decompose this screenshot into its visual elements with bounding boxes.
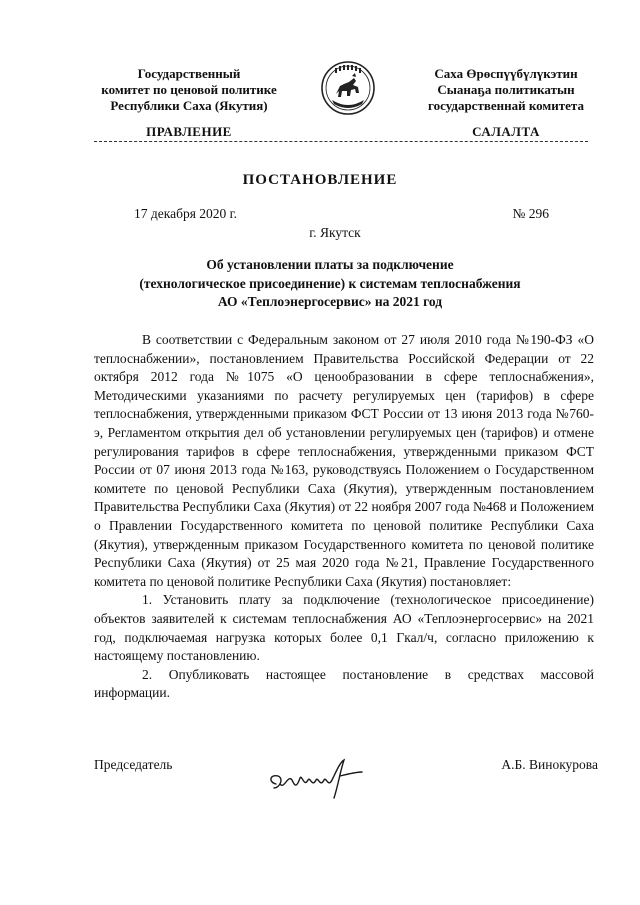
handwritten-signature (262, 754, 374, 802)
document-body (94, 331, 594, 703)
issuer-line-1: Государственный (137, 66, 241, 81)
resolution-item-1: 1. Установить плату за подключение (технологическое присоединение) объектов заявителей к системам теплоснабжения АО «Теплоэнергосервис» на 2021 год, подключаемая нагрузка которых более 0,1 Гкал/ч, согласно приложению к настоящему постановлению. (94, 592, 594, 664)
subject-line-1: Об установлении платы за подключение (206, 257, 454, 272)
document-date: 17 декабря 2020 г. (134, 206, 238, 221)
issuer-yakut-line-3: государственнай комитета (428, 98, 584, 113)
issuer-name-yakut (404, 66, 608, 114)
document-subject (120, 256, 540, 312)
issuer-line-3: Республики Саха (Якутия) (110, 98, 268, 113)
preamble-paragraph: В соответствии с Федеральным законом от 27 июля 2010 года №190-ФЗ «О теплоснабжении», постановлением Правительства Российской Федерации от 22 октября 2012 года №1075 «О ценообразовании в сфере теплоснабжения», Методическими указаниями по расчету регулируемых цен (тарифов) в сфере теплоснабжения, утвержденными приказом ФСТ России от 13 июня 2013 года №760-э, Регламентом открытия дел об установлении регулируемых цен (тарифов) и отмене регулирования тарифов в сфере теплоснабжения, утвержденными приказом ФСТ России от 07 июня 2013 года №163, руководствуясь Положением о Государственном комитете по ценовой Республики Саха (Якутия), утвержденным постановлением Правительства Республики Саха (Якутия) от 22 ноября 2007 года №468 и Положением о Правлении Государственного комитета по ценовой политике Республики Саха (Якутия), утвержденным приказом Государственного комитета по ценовой политике Республики Саха (Якутия) от 25 мая 2020 года №21, Правление Государственного комитета по ценовой политике Республики Саха (Якутия) постановляет: (94, 332, 594, 589)
issuer-yakut-line-1: Саха Өрөспүүбүлүкэтин (434, 66, 578, 81)
board-label-yakut: САЛАЛТА (472, 124, 540, 139)
subject-line-3: АО «Теплоэнергосервис» на 2021 год (217, 294, 443, 309)
signatory-name: А.Б. Винокурова (501, 757, 598, 772)
document-number: № 296 (512, 206, 549, 221)
document-city: г. Якутск (309, 225, 361, 240)
board-label-russian: ПРАВЛЕНИЕ (146, 124, 232, 139)
issuer-line-2: комитет по ценовой политике (101, 82, 277, 97)
issuer-yakut-line-2: Сыанаҕа политикатын (437, 82, 575, 97)
document-title: ПОСТАНОВЛЕНИЕ (242, 172, 398, 188)
resolution-item-2: 2. Опубликовать настоящее постановление в средствах массовой информации. (94, 666, 594, 701)
signatory-position: Председатель (94, 757, 173, 772)
header-divider (94, 141, 588, 142)
issuer-name-russian (82, 66, 296, 114)
coat-of-arms-icon (318, 60, 378, 116)
subject-line-2: (технологическое присоединение) к системам теплоснабжения (139, 275, 521, 291)
